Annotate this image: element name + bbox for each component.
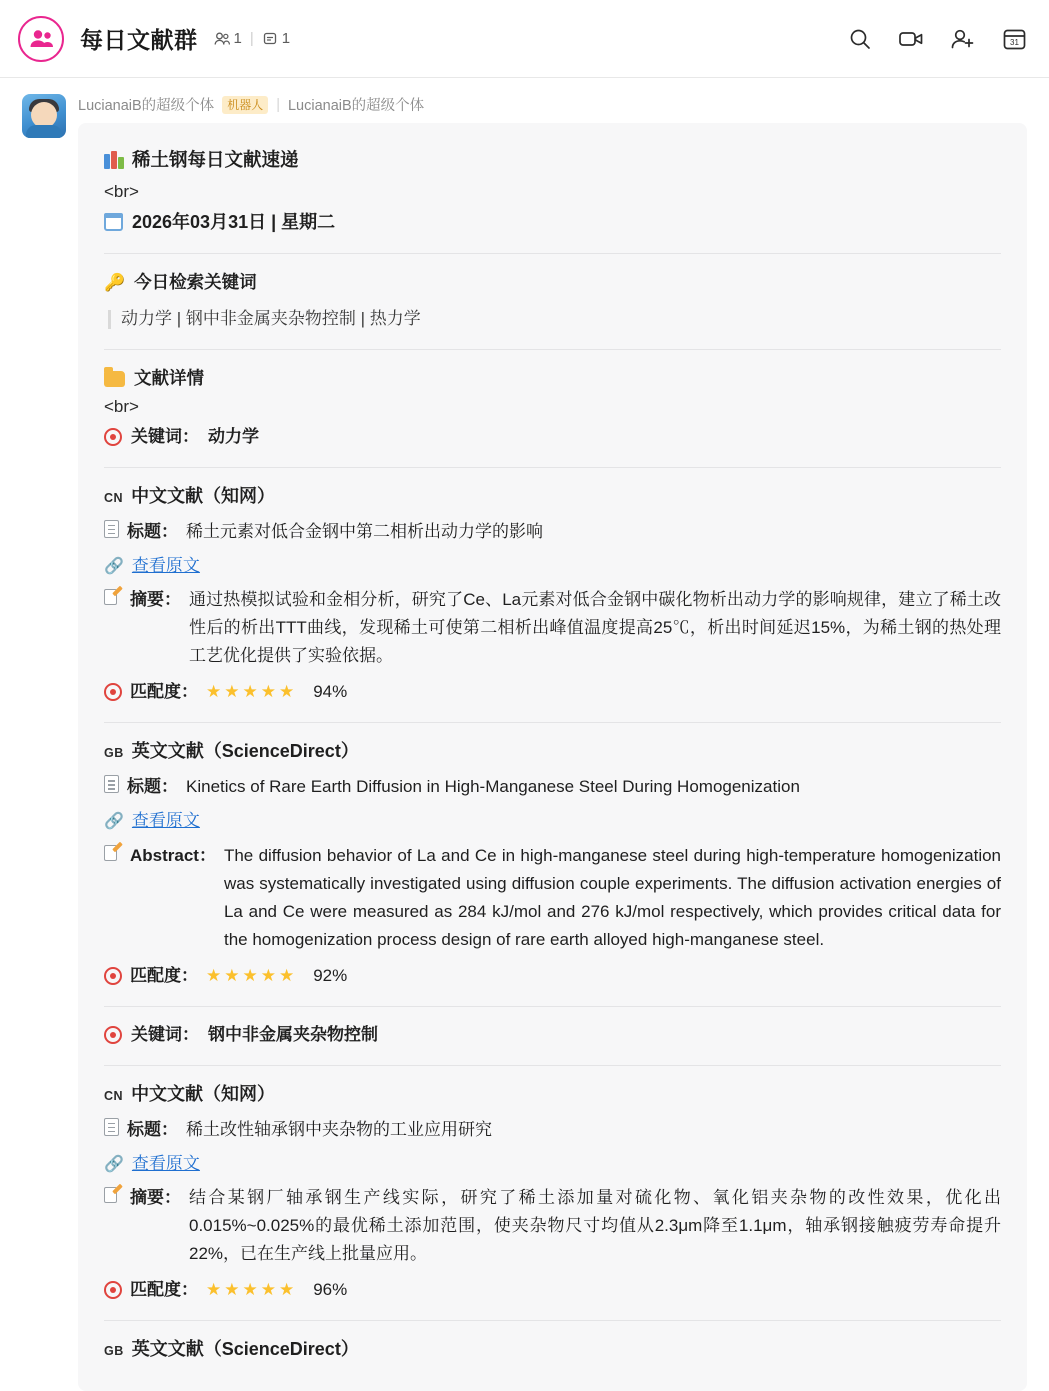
entry-abstract-label: Abstract： [130,845,216,865]
members-icon [214,32,230,46]
entry-abstract-label: 摘要： [130,590,181,610]
doc-date [104,208,1001,238]
search-icon[interactable] [848,27,872,51]
country-flag-cn: CN [104,1088,124,1103]
memo-icon [104,588,122,606]
video-call-icon[interactable] [898,27,924,51]
target-icon [104,1281,122,1299]
document-icon [104,1118,119,1136]
svg-text:31: 31 [1010,37,1019,47]
section-keyword-label: 关键词： [131,427,199,447]
raw-br-2: <br> [104,397,139,417]
divider [104,722,1001,723]
entry-title-label: 标题： [127,521,178,541]
country-flag-gb: GB [104,1344,124,1359]
chat-body [0,78,1049,1391]
divider [104,1065,1001,1066]
target-icon [104,967,122,985]
page-title: 每日文献群 [80,27,198,53]
entry-source-text: 英文文献（ScienceDirect） [131,1339,359,1360]
member-count[interactable] [214,30,242,47]
books-icon [104,151,124,169]
entry-abstract-text: 通过热模拟试验和金相分析，研究了Ce、La元素对低合金钢中碳化物析出动力学的影响规律，建立了稀土改性后的析出TTT曲线，发现稀土可使第二相析出峰值温度提高25℃，析出时间延迟15%，为稀土钢的热处理工艺优化提供了实验依据。 [189,590,1001,666]
literature-entry [104,1335,1001,1365]
entry-link-row[interactable] [104,552,1001,580]
match-score: 96% [313,1280,348,1300]
bot-badge: 机器人 [222,96,268,114]
add-member-icon[interactable] [950,27,976,51]
entry-link-row[interactable] [104,1150,1001,1178]
entry-match-row [104,962,1001,990]
entry-title-label: 标题： [127,777,178,797]
key-icon: 🔑 [104,273,126,293]
header-actions [848,27,1027,51]
message-meta [78,94,1027,115]
document-icon [104,520,119,538]
literature-entry [104,1080,1001,1304]
entry-abstract-text: 结合某钢厂轴承钢生产线实际，研究了稀土添加量对硫化物、氧化铝夹杂物的改性效果，优化出0.015%~0.025%的最优稀土添加范围，使夹杂物尺寸均值从2.3μm降至1.1μm，轴承钢接触疲劳寿命提升22%，已在生产线上批量应用。 [189,1187,1001,1264]
pin-icon [262,31,278,46]
message-body [78,94,1027,1391]
literature-entry [104,482,1001,706]
target-icon [104,683,122,701]
details-head-text: 文献详情 [134,368,204,389]
calendar-icon [104,213,123,231]
entry-source-head [104,1335,1001,1365]
divider [104,467,1001,468]
calendar-icon[interactable] [1002,27,1027,51]
entry-source-head [104,482,1001,512]
entry-match-label: 匹配度： [130,682,198,702]
entry-abstract-row [104,842,1001,954]
link-icon: 🔗 [104,813,124,831]
keywords-line-text: 动力学 | 钢中非金属夹杂物控制 | 热力学 [121,309,421,329]
entry-title-text: Kinetics of Rare Earth Diffusion in High-Manganese Steel During Homogenization [186,777,800,797]
entry-match-row [104,678,1001,706]
message-source: LucianaiB的超级个体 [287,98,425,114]
section-keyword-label: 关键词： [131,1024,199,1044]
header-meta [214,30,291,47]
pin-count-value: 1 [281,30,291,47]
match-score: 94% [313,682,348,702]
link-icon: 🔗 [104,1155,124,1173]
entry-title-text: 稀土改性轴承钢中夹杂物的工业应用研究 [186,1119,492,1139]
entry-match-row [104,1276,1001,1304]
memo-icon [104,844,122,862]
entry-title-row [104,518,1001,546]
entry-source-head [104,737,1001,767]
keywords-section-head [104,268,1001,297]
match-score: 92% [313,965,348,985]
section-keyword [104,423,1001,451]
message-row [22,94,1027,1391]
meta-divider: | [276,96,280,113]
doc-date-text: 2026年03月31日 | 星期二 [132,211,336,232]
keywords-line [104,305,1001,333]
keyword-bar [108,310,111,329]
entry-source-text: 中文文献（知网） [131,1083,276,1104]
sender-name: LucianaiB的超级个体 [78,98,215,114]
document-icon [104,775,119,793]
entry-source-text: 英文文献（ScienceDirect） [131,741,359,762]
divider [104,253,1001,254]
country-flag-gb: GB [104,746,124,761]
chat-header [0,0,1049,78]
entry-link-row[interactable] [104,807,1001,835]
divider [104,1006,1001,1007]
entry-source-text: 中文文献（知网） [131,486,276,507]
section-keyword-value: 钢中非金属夹杂物控制 [208,1024,378,1044]
message-bubble [78,123,1027,1391]
raw-br-1: <br> [104,181,139,201]
doc-title [104,145,1001,176]
view-original-link[interactable]: 查看原文 [131,811,200,831]
rating-stars: ★★★★★ [206,1280,298,1300]
entry-abstract-text: The diffusion behavior of La and Ce in high-manganese steel during high-temperature homogenization was systematically investigated using diffusion couple experiments. The diffusion activation energies of La and Ce were measured as 284 kJ/mol and 276 kJ/mol respectively, which provides critical data for the homogenization process design of rare earth alloyed high-manganese steel. [223,845,1001,949]
divider [104,349,1001,350]
section-keyword-value: 动力学 [208,427,259,447]
details-section-head [104,364,1001,393]
entry-title-label: 标题： [127,1119,178,1139]
entry-source-head [104,1080,1001,1110]
entry-abstract-row [104,586,1001,670]
section-keyword [104,1021,1001,1049]
entry-title-text: 稀土元素对低合金钢中第二相析出动力学的影响 [186,521,543,541]
meta-separator: | [249,30,254,47]
member-count-value: 1 [233,30,242,47]
target-icon [104,428,122,446]
view-original-link[interactable]: 查看原文 [131,555,200,575]
country-flag-cn: CN [104,491,124,506]
entry-match-label: 匹配度： [130,1280,198,1300]
entry-match-label: 匹配度： [130,965,198,985]
avatar[interactable] [22,94,66,138]
rating-stars: ★★★★★ [206,965,298,985]
keywords-head-text: 今日检索关键词 [134,272,257,293]
literature-entry [104,737,1001,989]
entry-abstract-label: 摘要： [130,1187,181,1207]
entry-abstract-row [104,1184,1001,1268]
entry-title-row [104,773,1001,801]
memo-icon [104,1186,122,1204]
link-icon: 🔗 [104,557,124,575]
folder-icon [104,371,125,387]
rating-stars: ★★★★★ [206,682,298,702]
entry-title-row [104,1116,1001,1144]
pin-count[interactable] [262,30,290,47]
divider [104,1320,1001,1321]
view-original-link[interactable]: 查看原文 [131,1153,200,1173]
doc-title-text: 稀土钢每日文献速递 [132,149,299,170]
target-icon [104,1026,122,1044]
group-avatar-icon[interactable] [18,16,64,62]
